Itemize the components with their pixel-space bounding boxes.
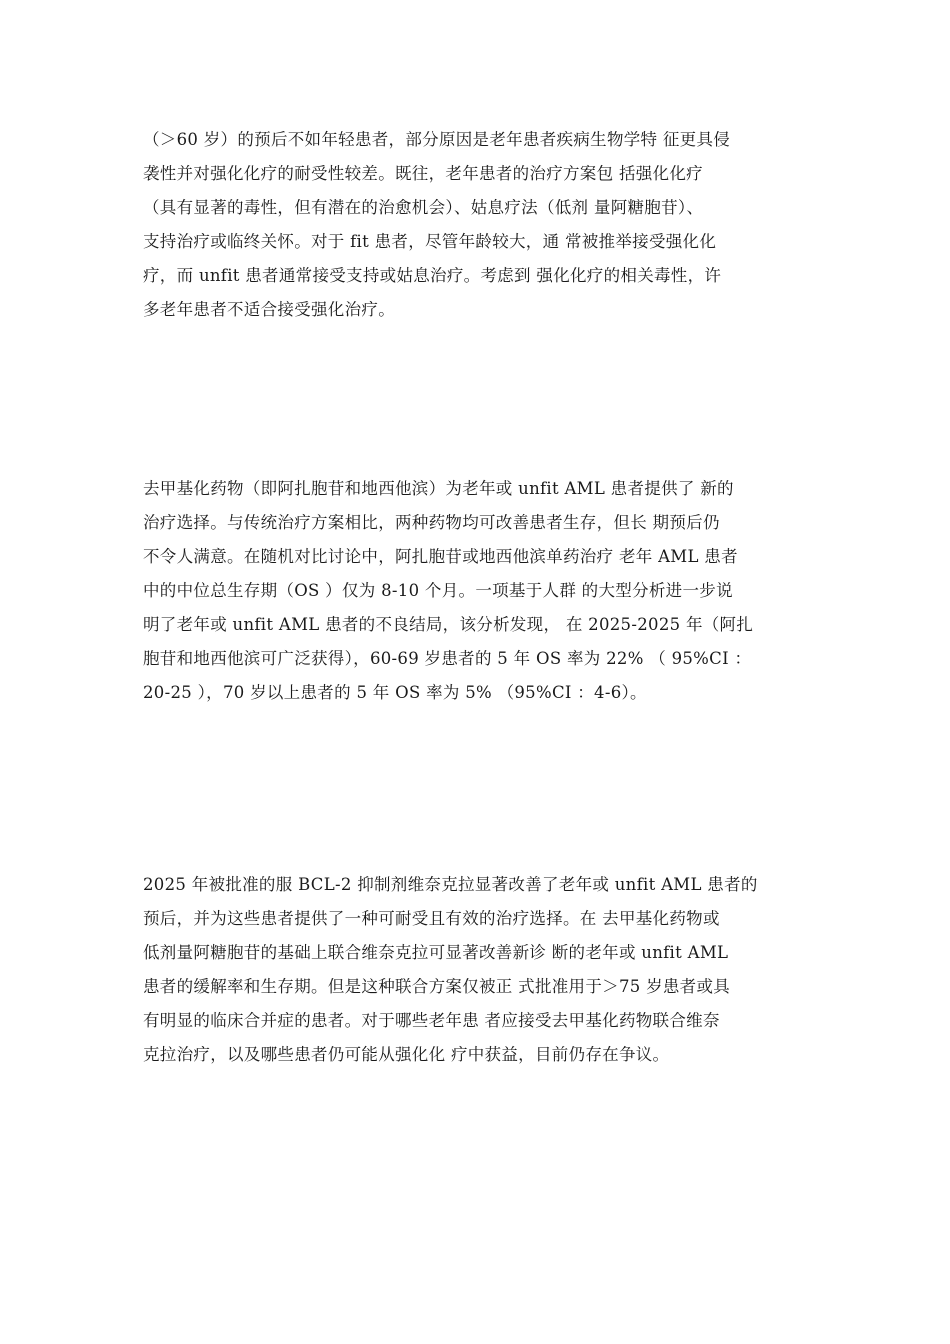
paragraph-elderly-prognosis: [143, 123, 819, 327]
text-line: 去甲基化药物（即阿扎胞苷和地西他滨）为老年或 unfit AML 患者提供了 新的: [143, 479, 734, 498]
text-line: 2025 年被批准的服 BCL-2 抑制剂维奈克拉显著改善了老年或 unfit AML 患者的: [143, 875, 758, 894]
text-line: 明了老年或 unfit AML 患者的不良结局，该分析发现， 在 2025-2025 年（阿扎: [143, 615, 754, 634]
text-line: 支持治疗或临终关怀。对于 fit 患者，尽管年龄较大，通 常被推举接受强化化: [143, 232, 717, 251]
text-line: 中的中位总生存期（OS ）仅为 8-10 个月。一项基于人群 的大型分析进一步说: [143, 581, 733, 600]
text-line: 多老年患者不适合接受强化治疗。: [143, 300, 395, 319]
text-line: 治疗选择。与传统治疗方案相比，两种药物均可改善患者生存，但长 期预后仍: [143, 513, 720, 532]
text-line: 不令人满意。在随机对比讨论中，阿扎胞苷或地西他滨单药治疗 老年 AML 患者: [143, 547, 738, 566]
text-line: （＞60 岁）的预后不如年轻患者，部分原因是老年患者疾病生物学特 征更具侵: [143, 130, 731, 149]
text-line: （具有显著的毒性，但有潜在的治愈机会）、姑息疗法（低剂 量阿糖胞苷）、: [143, 198, 704, 217]
text-line: 疗，而 unfit 患者通常接受支持或姑息治疗。考虑到 强化化疗的相关毒性，许: [143, 266, 722, 285]
text-line: 20-25 ），70 岁以上患者的 5 年 OS 率为 5% （95%CI ：4-6）。: [143, 683, 647, 702]
paragraph-hypomethylating-agents: [143, 472, 819, 710]
text-line: 克拉治疗，以及哪些患者仍可能从强化化 疗中获益，目前仍存在争议。: [143, 1045, 670, 1064]
text-line: 有明显的临床合并症的患者。对于哪些老年患 者应接受去甲基化药物联合维奈: [143, 1011, 720, 1030]
text-line: 袭性并对强化化疗的耐受性较差。既往，老年患者的治疗方案包 括强化化疗: [143, 164, 703, 183]
paragraph-venetoclax: [143, 868, 819, 1072]
text-line: 患者的缓解率和生存期。但是这种联合方案仅被正 式批准用于＞75 岁患者或具: [143, 977, 731, 996]
text-line: 胞苷和地西他滨可广泛获得），60-69 岁患者的 5 年 OS 率为 22% （ 95%CI ：: [143, 649, 752, 668]
text-line: 预后，并为这些患者提供了一种可耐受且有效的治疗选择。在 去甲基化药物或: [143, 909, 720, 928]
text-line: 低剂量阿糖胞苷的基础上联合维奈克拉可显著改善新诊 断的老年或 unfit AML: [143, 943, 729, 962]
